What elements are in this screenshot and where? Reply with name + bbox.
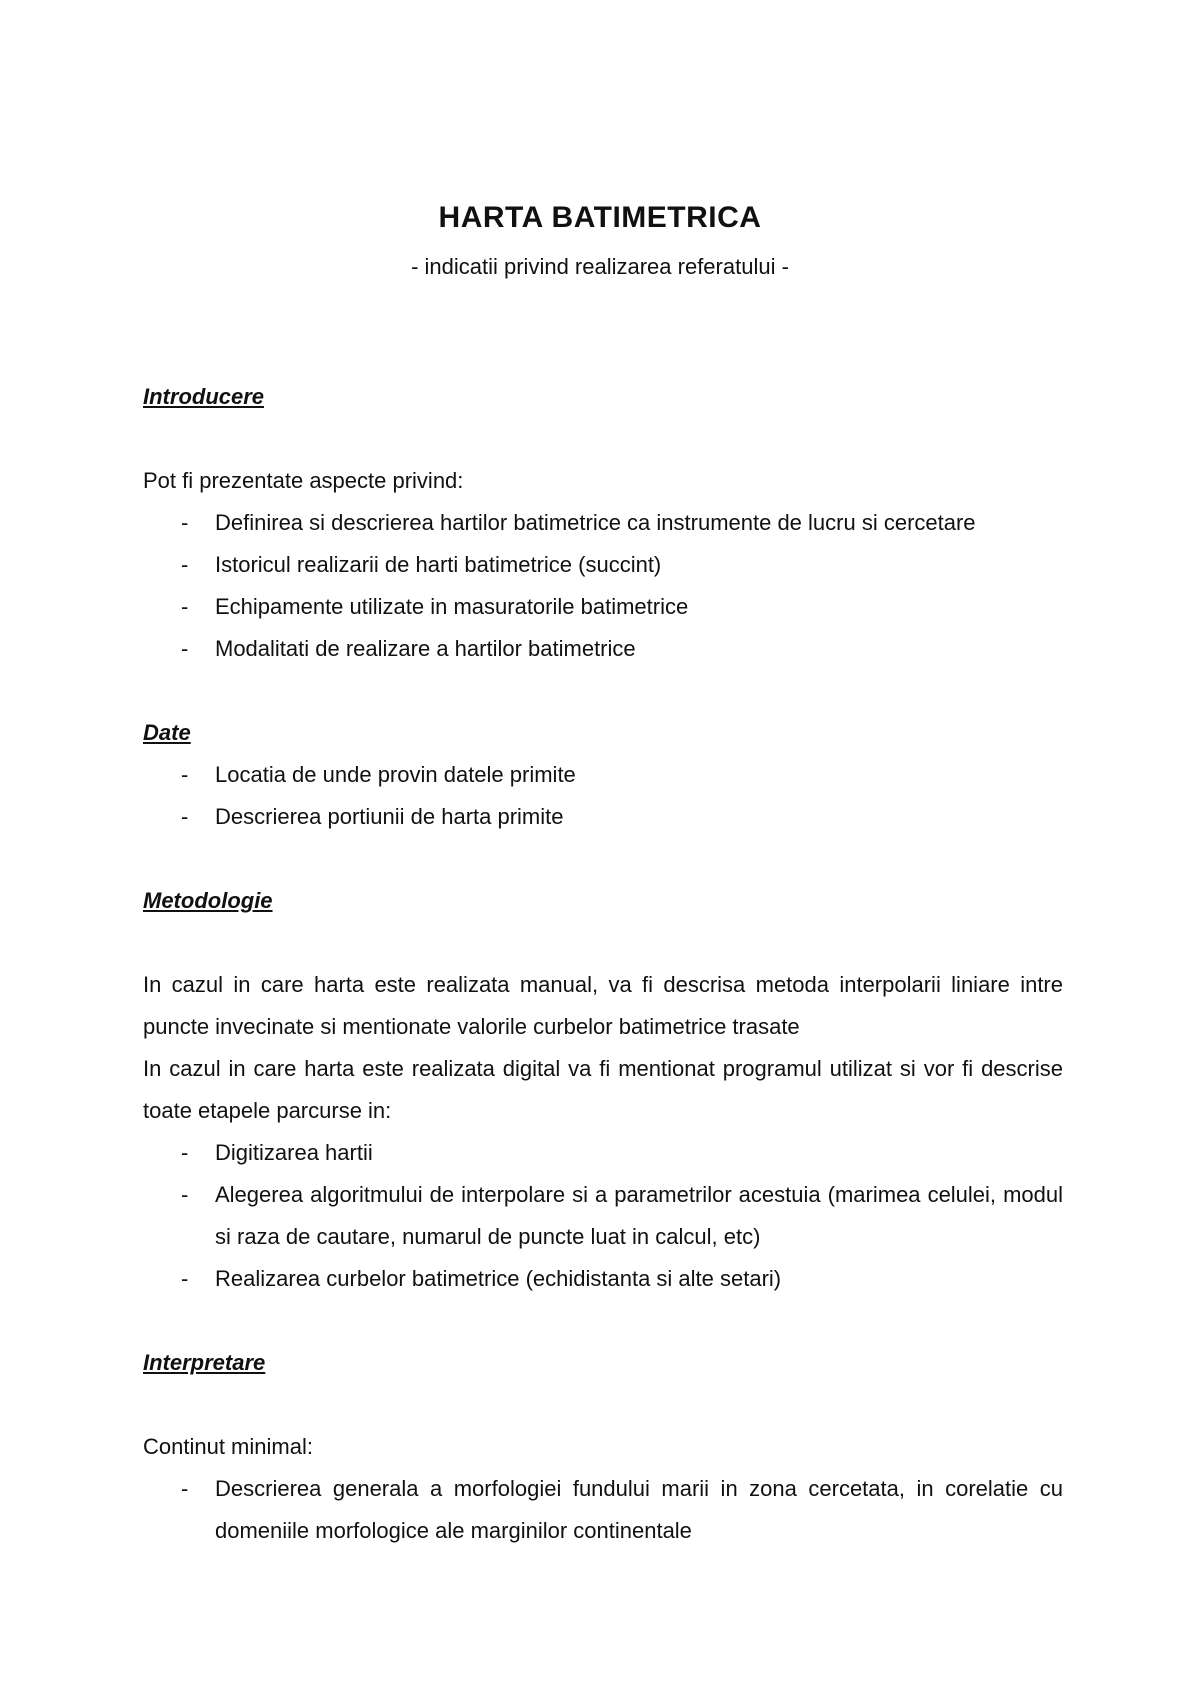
list-item: - Descrierea portiunii de harta primite xyxy=(181,804,564,829)
heading-introducere: Introducere xyxy=(143,384,265,409)
list-item: - Alegerea algoritmului de interpolare si a parametrilor acestuia (marimea celulei, modul si raza de cautare, numarul de puncte luat in calcul, etc) xyxy=(181,1182,1063,1249)
list-item: - Definirea si descrierea hartilor batimetrice ca instrumente de lucru si cercetare xyxy=(181,510,976,535)
metodologie-paragraph-1: In cazul in care harta este realizata manual, va fi descrisa metoda interpolarii liniare intre puncte invecinate si mentionate valorile curbelor batimetrice trasate xyxy=(143,972,1063,1039)
introducere-list xyxy=(143,502,1063,670)
interpretare-list xyxy=(143,1468,1063,1552)
document-title: HARTA BATIMETRICA xyxy=(438,201,762,234)
introducere-lead: Pot fi prezentate aspecte privind: xyxy=(143,468,464,493)
list-item: - Modalitati de realizare a hartilor batimetrice xyxy=(181,636,636,661)
metodologie-paragraph-2: In cazul in care harta este realizata digital va fi mentionat programul utilizat si vor fi descrise toate etapele parcurse in: xyxy=(143,1056,1063,1123)
list-item: - Realizarea curbelor batimetrice (echidistanta si alte setari) xyxy=(181,1266,782,1291)
heading-interpretare: Interpretare xyxy=(143,1350,266,1375)
interpretare-lead: Continut minimal: xyxy=(143,1434,313,1459)
heading-metodologie: Metodologie xyxy=(143,888,273,913)
document-subtitle: - indicatii privind realizarea referatului - xyxy=(411,254,789,279)
document-body xyxy=(143,376,1063,1552)
metodologie-list xyxy=(143,1132,1063,1300)
list-item: - Locatia de unde provin datele primite xyxy=(181,762,576,787)
list-item: - Istoricul realizarii de harti batimetrice (succint) xyxy=(181,552,662,577)
list-item: - Descrierea generala a morfologiei fundului marii in zona cercetata, in corelatie cu domeniile morfologice ale marginilor continentale xyxy=(181,1476,1063,1543)
date-list xyxy=(143,754,1063,838)
list-item: - Digitizarea hartii xyxy=(181,1140,373,1165)
list-item: - Echipamente utilizate in masuratorile batimetrice xyxy=(181,594,689,619)
heading-date: Date xyxy=(143,720,191,745)
